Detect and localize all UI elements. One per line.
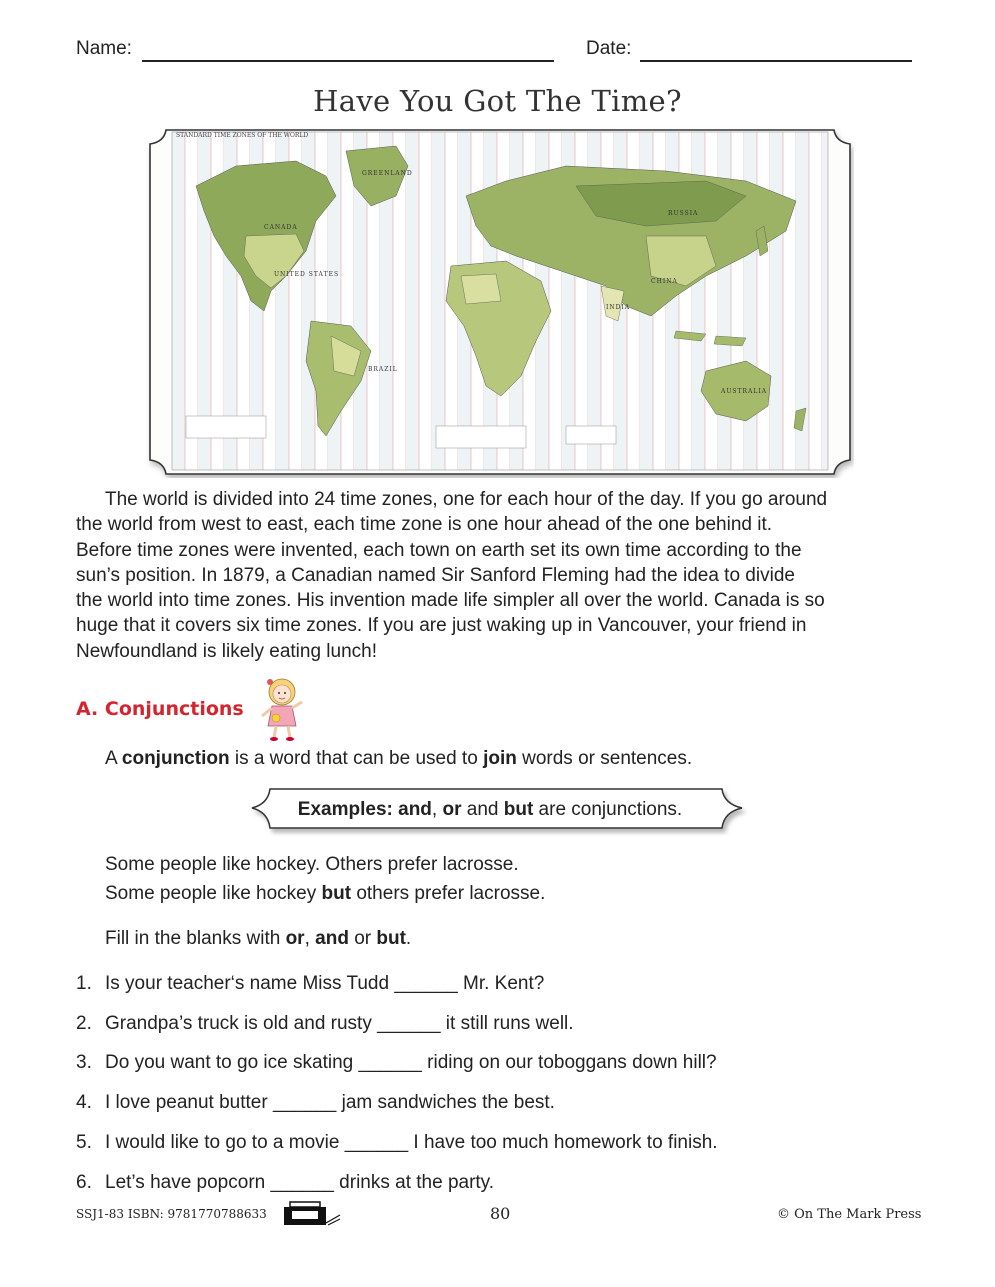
question-number: 6. [76, 1172, 92, 1193]
question-3[interactable] [76, 1052, 717, 1074]
paragraph-line: Newfoundland is likely eating lunch! [76, 640, 378, 662]
question-6[interactable] [76, 1172, 494, 1194]
question-text: Grandpa’s truck is old and rusty ______ it still runs well. [105, 1013, 574, 1034]
question-number: 1. [76, 973, 92, 994]
sentence-text: Some people like hockey [105, 883, 322, 904]
instruction-text: Fill in the blanks with [105, 928, 286, 949]
map-label-india: INDIA [606, 304, 631, 311]
name-label: Name: [76, 38, 132, 59]
example-word-and: and [398, 799, 432, 820]
paragraph-line: Before time zones were invented, each town on earth set its own time according to the [76, 539, 802, 561]
instruction [105, 928, 411, 950]
page-number: 80 [490, 1204, 511, 1223]
map-frame-graphic [146, 126, 854, 478]
map-label-united-states: UNITED STATES [274, 271, 340, 278]
examples-separator: , [431, 799, 443, 820]
map-caption: STANDARD TIME ZONES OF THE WORLD [176, 132, 309, 139]
footer-code: SSJ1-83 ISBN: 9781770788633 [76, 1207, 267, 1221]
map-label-brazil: BRAZIL [368, 366, 398, 373]
page-title: Have You Got The Time? [313, 84, 682, 118]
map-label-canada: CANADA [264, 224, 298, 231]
world-time-zones-map [146, 126, 854, 478]
map-label-greenland: GREENLAND [362, 170, 413, 177]
paragraph-line: the world into time zones. His invention made life simpler all over the world. Canada is so [76, 590, 825, 612]
instruction-word-and: and [315, 928, 349, 949]
definition-join-word: join [483, 748, 517, 769]
examples-label: Examples: [297, 799, 393, 820]
paragraph-line: sun’s position. In 1879, a Canadian named Sir Sanford Fleming had the idea to divide [76, 564, 795, 586]
question-text: I would like to go to a movie ______ I have too much homework to finish. [105, 1132, 718, 1153]
paragraph-line: the world from west to east, each time zone is one hour ahead of the one behind it. [76, 514, 773, 536]
publisher: © On The Mark Press [777, 1207, 922, 1222]
definition-text: words or sentences. [516, 748, 693, 769]
definition-term: conjunction [121, 748, 230, 769]
question-5[interactable] [76, 1132, 718, 1154]
date-label: Date: [586, 38, 632, 59]
question-text: Is your teacher‘s name Miss Tudd ______ Mr. Kent? [105, 973, 545, 994]
instruction-word-or: or [285, 928, 305, 949]
question-number: 3. [76, 1052, 92, 1073]
girl-illustration-icon [254, 672, 310, 742]
definition-text: is a word that can be used to [229, 748, 484, 769]
question-number: 2. [76, 1013, 92, 1034]
paragraph-line: The world is divided into 24 time zones, one for each hour of the day. If you go around [105, 489, 828, 510]
instruction-text: . [405, 928, 412, 949]
question-text: I love peanut butter ______ jam sandwiches the best. [105, 1092, 555, 1113]
examples-box [250, 786, 750, 836]
date-line[interactable] [640, 60, 912, 62]
question-1[interactable] [76, 973, 544, 995]
question-number: 5. [76, 1132, 92, 1153]
briefcase-icon [282, 1199, 342, 1227]
question-2[interactable] [76, 1013, 574, 1035]
instruction-separator: or [348, 928, 377, 949]
instruction-separator: , [304, 928, 316, 949]
example-word-but: but [503, 799, 534, 820]
intro-paragraph [76, 487, 914, 664]
question-4[interactable] [76, 1092, 555, 1114]
definition-text: A [105, 748, 122, 769]
paragraph-line: huge that it covers six time zones. If you are just waking up in Vancouver, your friend in [76, 615, 807, 637]
examples-separator: and [461, 799, 504, 820]
sentence-conjunction: but [321, 883, 352, 904]
map-label-australia: AUSTRALIA [721, 388, 768, 395]
examples-suffix: are conjunctions. [533, 799, 683, 820]
name-line[interactable] [142, 60, 554, 62]
header-row [76, 38, 916, 64]
map-label-china: CHINA [651, 278, 678, 285]
map-label-russia: RUSSIA [668, 210, 699, 217]
examples-text [250, 799, 730, 821]
instruction-word-but: but [376, 928, 406, 949]
sentence-text: others prefer lacrosse. [351, 883, 546, 904]
example-sentence-1: Some people like hockey. Others prefer lacrosse. [105, 854, 519, 875]
example-word-or: or [442, 799, 462, 820]
question-text: Let’s have popcorn ______ drinks at the party. [105, 1172, 495, 1193]
question-number: 4. [76, 1092, 92, 1113]
question-text: Do you want to go ice skating ______ riding on our toboggans down hill? [105, 1052, 717, 1073]
example-sentence-2 [105, 883, 545, 905]
section-title: A. Conjunctions [76, 698, 244, 720]
conjunction-definition [105, 748, 692, 770]
